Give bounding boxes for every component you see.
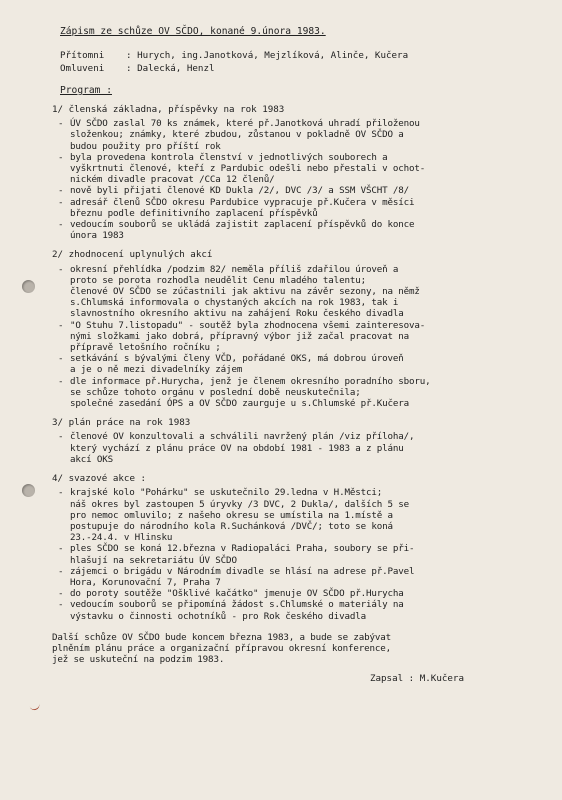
text-line: členové OV SČDO se zúčastnili jak aktivu na závěr sezony, na němž [70,286,420,298]
item-text [70,487,409,543]
punch-hole [22,484,35,497]
item-text [70,588,404,599]
text-line: budou použity pro příští rok [70,140,221,152]
list-item [58,320,524,354]
program-sections [52,104,524,622]
item-text [70,431,414,465]
text-line: výstavku o činnosti ochotníků - pro Rok českého divadla [70,610,366,622]
text-line: okresní přehlídka /podzim 82/ neměla příliš zdařilou úroveň a [70,263,399,275]
document-title: Zápism ze schůze OV SČDO, konané 9.února 1983. [60,26,326,37]
bullet-dash: - [58,319,64,331]
bullet-dash: - [58,185,64,197]
list-item [58,599,524,621]
text-line: společné zasedání ÓPS a OV SČDO zaurguje u s.Chlumské př.Kučera [70,398,410,410]
list-item [58,264,524,320]
text-line: Hora, Korunovační 7, Praha 7 [70,576,221,588]
bullet-dash: - [58,219,64,231]
text-line: do poroty soutěže "Ošklivé kačátko" jmenuje OV SČDO př.Hurycha [70,588,404,600]
text-line: setkávání s bývalými členy VČD, pořádané OKS, má dobrou úroveň [70,353,404,365]
item-text [70,219,414,241]
closing-paragraph [52,632,524,666]
list-item [58,431,524,465]
bullet-dash: - [58,599,64,611]
text-line: náš okres byl zastoupen 5 úryvky /3 DVC, 2 Dukla/, dalších 5 se [70,498,410,510]
text-line: vedoucím souborů se ukládá zajistit zaplacení příspěvků do konce [70,219,415,231]
text-line: postupuje do národního kola R.Suchánková /DVČ/; toto se koná [70,520,393,532]
header-label: Omluveni [60,63,105,74]
bullet-dash: - [58,543,64,555]
attendance-header [52,49,524,75]
item-text [70,118,420,152]
list-item [58,118,524,152]
item-text [70,353,404,375]
list-item [58,376,524,410]
text-line: zájemci o brigádu v Národním divadle se hlásí na adrese př.Pavel [70,565,415,577]
text-line: krajské kolo "Pohárku" se uskutečnilo 29.ledna v H.Městci; [70,487,383,499]
text-line: 23.-24.4. v Hlinsku [70,532,173,544]
header-value: : Dalecká, Henzl [126,63,215,74]
list-item [58,185,524,196]
list-item [58,588,524,599]
header-row-excused [60,62,524,75]
list-item [58,566,524,588]
item-text [70,543,414,565]
section-heading: 3/ plán práce na rok 1983 [52,417,191,429]
text-line: ÚV SČDO zaslal 70 ks známek, které př.Janotková uhradí přiloženou [70,118,420,130]
text-line: Další schůze OV SČDO bude koncem března 1983, a bude se zabývat [52,631,392,643]
text-line: proto se porota rozhodla neudělit Cenu mladého talentu; [70,274,366,286]
section-heading: 1/ členská základna, příspěvky na rok 1983 [52,104,285,115]
item-text [70,566,414,588]
list-item [58,219,524,241]
text-line: členové OV konzultovali a schválili navržený plán /viz příloha/, [70,431,415,443]
item-text [70,320,425,354]
text-line: nově byli přijati členové KD Dukla /2/, DVC /3/ a SSM VŠCHT /8/ [70,185,410,197]
text-line: složenkou; známky, které zbudou, zůstanou v pokladně OV SČDO a [70,129,404,141]
list-item [58,543,524,565]
bullet-dash: - [58,565,64,577]
punch-hole [22,280,35,293]
list-item [58,197,524,219]
text-line: a je o ně mezi divadelníky zájem [70,364,243,376]
section-heading: 4/ svazové akce : [52,473,147,485]
text-line: hlašují na sekretariátu ÚV SČDO [70,554,237,566]
bullet-dash: - [58,431,64,443]
text-line: ples SČDO se koná 12.března v Radiopaláci Praha, soubory se při- [70,543,415,555]
bullet-dash: - [58,588,64,600]
bullet-dash: - [58,487,64,499]
text-line: vyškrtnuti členové, kteří z Pardubic odešli nebo přestali v ochot- [70,163,426,175]
text-line: se schůze tohoto orgánu v poslední době neuskutečnila; [70,386,361,398]
text-line: plněním plánu práce a organizační přípravou okresní konference, [52,642,392,654]
program-label: Program : [60,85,112,96]
text-line: adresář členů SČDO okresu Pardubice vypracuje př.Kučera v měsíci [70,196,415,208]
bullet-dash: - [58,353,64,365]
item-text [70,376,431,410]
text-line: "O Stuhu 7.listopadu" - soutěž byla zhodnocena všemi zainteresova- [70,319,426,331]
item-text [70,197,414,219]
item-text [70,264,420,320]
bullet-dash: - [58,118,64,130]
text-line: přípravě letošního ročníku ; [70,342,221,354]
header-label: Přítomni [60,50,105,61]
item-text [70,185,409,196]
signature: Zapsal : M.Kučera [369,673,464,685]
list-item [58,152,524,186]
text-line: vedoucím souborů se připomíná žádost s.Chlumské o materiály na [70,599,404,611]
item-text [70,152,425,186]
bullet-dash: - [58,151,64,163]
item-text [70,599,404,621]
list-item [58,487,524,543]
text-line: byla provedena kontrola členství v jednotlivých souborech a [70,151,388,163]
text-line: březnu podle definitivního zaplacení příspěvků [70,207,318,219]
bullet-dash: - [58,263,64,275]
text-line: s.Chlumská informovala o chystaných akcích na rok 1983, tak i [70,297,399,309]
section-heading: 2/ zhodnocení uplynulých akcí [52,249,213,261]
text-line: nickém divadle pracovat /CCa 12 členů/ [70,174,275,186]
header-row-present [60,49,524,62]
text-line: slavnostního okresního aktivu na zahájení Roku českého divadla [70,308,404,320]
text-line: který vychází z plánu práce OV na období 1981 - 1983 a z plánu [70,442,404,454]
text-line: dle informace př.Hurycha, jenž je členem okresního poradního sboru, [70,375,431,387]
list-item [58,353,524,375]
bullet-dash: - [58,196,64,208]
text-line: akcí OKS [70,453,114,465]
header-value: : Hurych, ing.Janotková, Mejzlíková, Alinče, Kučera [126,50,409,61]
text-line: nými složkami jako dobrá, přípravný výbor již začal pracovat na [70,330,410,342]
text-line: jež se uskuteční na podzim 1983. [52,654,225,666]
text-line: pro nemoc omluvilo; z našeho okresu se umístila na 1.místě a [70,509,393,521]
bullet-dash: - [58,375,64,387]
pen-mark [29,703,40,712]
text-line: února 1983 [70,230,124,242]
